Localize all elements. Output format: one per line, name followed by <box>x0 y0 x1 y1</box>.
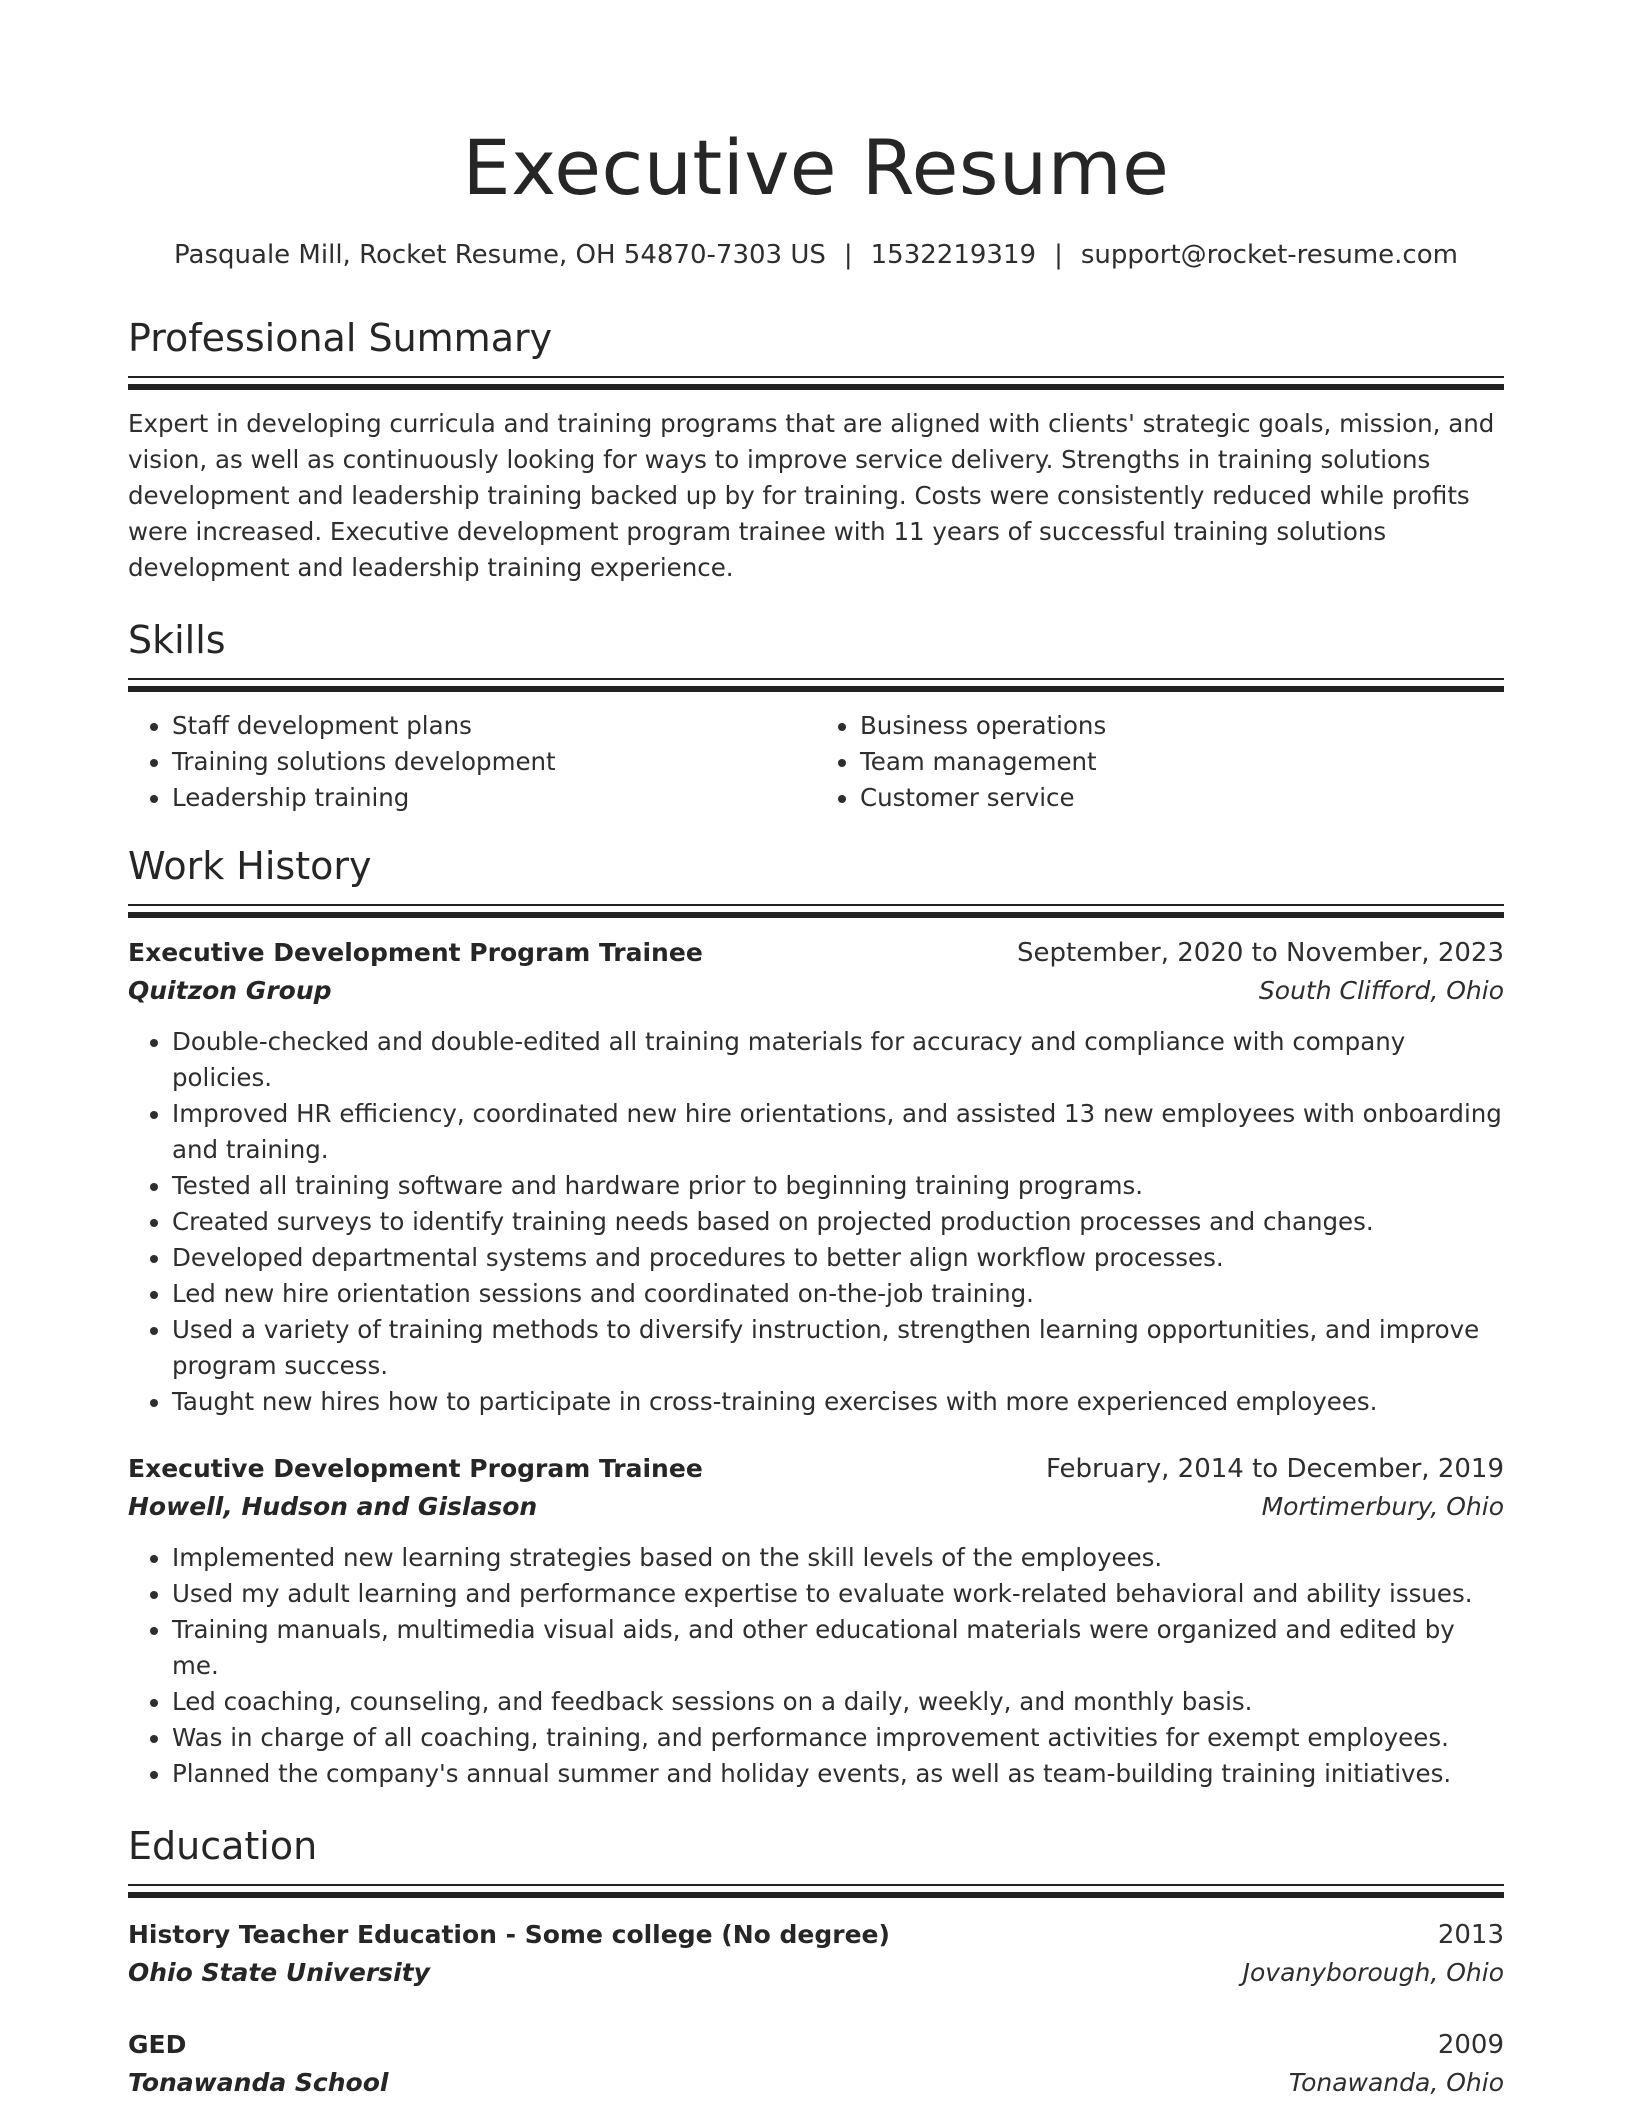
education-subheader <box>128 2064 1504 2102</box>
job-bullets <box>128 1024 1504 1420</box>
education-year: 2013 <box>1437 1920 1504 1950</box>
section-divider <box>128 678 1504 680</box>
job-company: Howell, Hudson and Gislason <box>128 1492 538 1521</box>
education-subheader <box>128 1954 1504 1992</box>
contact-separator: | <box>843 240 853 270</box>
education-header <box>128 1916 1504 1954</box>
education-school: Ohio State University <box>128 1958 430 1987</box>
job-bullet: • Developed departmental systems and procedures to better align workflow processes. <box>172 1240 1504 1276</box>
job-location: Mortimerbury, Ohio <box>1261 1492 1504 1521</box>
contact-phone: 1532219319 <box>870 240 1037 270</box>
section-divider-thick <box>128 912 1504 918</box>
education-location: Tonawanda, Ohio <box>1288 2068 1504 2097</box>
contact-email: support@rocket-resume.com <box>1080 240 1458 270</box>
skills-list-left <box>128 708 816 816</box>
contact-line <box>128 238 1504 272</box>
section-divider-thick <box>128 1892 1504 1898</box>
job-dates: February, 2014 to December, 2019 <box>1045 1454 1504 1484</box>
skill-item: • Team management <box>860 744 1504 780</box>
job-bullet: • Tested all training software and hardware prior to beginning training programs. <box>172 1168 1504 1204</box>
education-section <box>128 1822 1504 2102</box>
job-header <box>128 1450 1504 1488</box>
job-bullet: • Used a variety of training methods to diversify instruction, strengthen learning opportunities, and improve program success. <box>172 1312 1504 1384</box>
job-bullet: • Created surveys to identify training needs based on projected production processes and changes. <box>172 1204 1504 1240</box>
job-entry <box>128 1450 1504 1792</box>
resume-name: Executive Resume <box>462 123 1170 212</box>
education-location: Jovanyborough, Ohio <box>1242 1958 1504 1987</box>
skills-list-right <box>816 708 1504 816</box>
job-location: South Clifford, Ohio <box>1258 976 1504 1005</box>
job-entry <box>128 934 1504 1420</box>
section-title-summary: Professional Summary <box>128 316 553 360</box>
job-bullets <box>128 1540 1504 1792</box>
education-entry <box>128 1916 1504 1992</box>
job-bullet: • Used my adult learning and performance expertise to evaluate work-related behavioral and ability issues. <box>172 1576 1504 1612</box>
summary-text: Expert in developing curricula and training programs that are aligned with clients' strategic goals, mission, and vision, as well as continuously looking for ways to improve service delivery. Strengths in training solutions development and leadership training backed up by for training. Costs were consistently reduced while profits were increased. Executive development program trainee with 11 years of successful training solutions development and leadership training experience. <box>128 409 1495 582</box>
skill-item: • Staff development plans <box>172 708 816 744</box>
contact-address: Pasquale Mill, Rocket Resume, OH 54870-7303 US <box>174 240 826 270</box>
skills-columns <box>128 708 1504 816</box>
job-title: Executive Development Program Trainee <box>128 1454 703 1483</box>
section-divider <box>128 1884 1504 1886</box>
job-bullet: • Led coaching, counseling, and feedback sessions on a daily, weekly, and monthly basis. <box>172 1684 1504 1720</box>
professional-summary-section <box>128 314 1504 586</box>
job-title: Executive Development Program Trainee <box>128 938 703 967</box>
education-entry <box>128 2026 1504 2102</box>
skill-item: • Training solutions development <box>172 744 816 780</box>
job-bullet: • Was in charge of all coaching, training, and performance improvement activities for exempt employees. <box>172 1720 1504 1756</box>
contact-separator: | <box>1054 240 1063 270</box>
section-divider-thick <box>128 384 1504 390</box>
job-subheader <box>128 972 1504 1010</box>
skill-item: • Business operations <box>860 708 1504 744</box>
section-divider-thick <box>128 686 1504 692</box>
job-bullet: • Training manuals, multimedia visual aids, and other educational materials were organized and edited by me. <box>172 1612 1504 1684</box>
education-degree: History Teacher Education - Some college (No degree) <box>128 1920 890 1949</box>
education-year: 2009 <box>1437 2030 1504 2060</box>
job-bullet: • Planned the company's annual summer and holiday events, as well as team-building training initiatives. <box>172 1756 1504 1792</box>
section-title-education: Education <box>128 1824 318 1868</box>
section-title-work: Work History <box>128 844 372 888</box>
job-bullet: • Implemented new learning strategies based on the skill levels of the employees. <box>172 1540 1504 1576</box>
job-bullet: • Double-checked and double-edited all training materials for accuracy and compliance with company policies. <box>172 1024 1504 1096</box>
job-bullet: • Improved HR efficiency, coordinated new hire orientations, and assisted 13 new employees with onboarding and training. <box>172 1096 1504 1168</box>
education-degree: GED <box>128 2030 187 2059</box>
job-header <box>128 934 1504 972</box>
job-bullet: • Led new hire orientation sessions and coordinated on-the-job training. <box>172 1276 1504 1312</box>
section-divider <box>128 376 1504 378</box>
job-dates: September, 2020 to November, 2023 <box>1017 938 1504 968</box>
job-bullet: • Taught new hires how to participate in cross-training exercises with more experienced employees. <box>172 1384 1504 1420</box>
section-divider <box>128 904 1504 906</box>
skill-item: • Leadership training <box>172 780 816 816</box>
work-history-section <box>128 842 1504 1792</box>
skill-item: • Customer service <box>860 780 1504 816</box>
job-company: Quitzon Group <box>128 976 332 1005</box>
education-header <box>128 2026 1504 2064</box>
skills-section <box>128 616 1504 816</box>
section-title-skills: Skills <box>128 618 226 662</box>
job-subheader <box>128 1488 1504 1526</box>
education-school: Tonawanda School <box>128 2068 389 2097</box>
